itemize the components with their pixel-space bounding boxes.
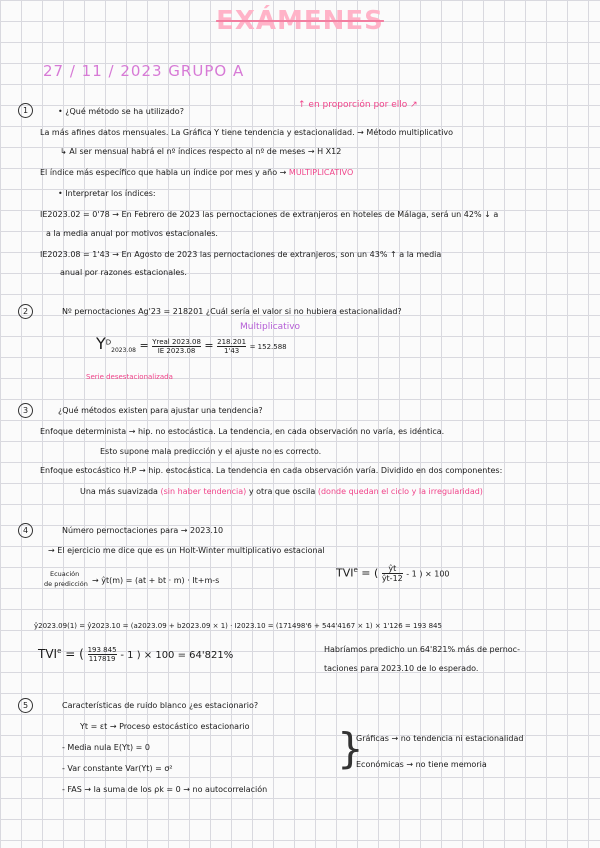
stochastic-components: Una más suavizada (sin haber tendencia) y otra que oscila (donde quedan el ciclo y la irregularidad) xyxy=(80,487,483,496)
question-1-annotation: ↑ en proporción por ello ↗ xyxy=(298,100,418,110)
index-interpretation-aug-cont: anual por razones estacionales. xyxy=(60,268,187,277)
conclusion-line-1: Habríamos predicho un 64'821% más de pernoc- xyxy=(324,645,520,654)
prediction-eq-label-1: Ecuación xyxy=(50,570,80,578)
question-2-title: Nº pernoctaciones Ag'23 = 218201 ¿Cuál sería el valor si no hubiera estacionalidad? xyxy=(62,307,402,316)
white-noise-variance: - Var constante Var(Yt) = σ² xyxy=(62,764,173,773)
question-3-number: 3 xyxy=(18,403,33,418)
question-1-title: • ¿Qué método se ha utilizado? xyxy=(58,107,184,116)
index-interpretation-feb-cont: a la media anual por motivos estacionales. xyxy=(46,229,218,238)
question-4-title: Número pernoctaciones para → 2023.10 xyxy=(62,526,224,535)
white-noise-fas: - FAS → la suma de los ρk = 0 → no autocorrelación xyxy=(62,785,268,794)
white-noise-mean: - Media nula E(Yt) = 0 xyxy=(62,743,151,752)
tvi-formula: $TVI^e$ = ( $\frac{ŷt}{ŷt-12}$ - 1 ) × 100 xyxy=(336,564,450,583)
exam-date: 27 / 11 / 2023 GRUPO A xyxy=(43,62,245,80)
question-5-title: Características de ruido blanco ¿es estacionario? xyxy=(62,701,259,710)
prediction-eq-label-2: de predicción xyxy=(44,580,88,588)
question-1-line-1: La más afines datos mensuales. La Gráfica Y tiene tendencia y estacionalidad. → Método multiplicativo xyxy=(40,128,454,137)
multiplicativo-label: Multiplicativo xyxy=(240,322,301,332)
question-1-line-3: El índice más específico que habla un índice por mes y año → MULTIPLICATIVO xyxy=(40,168,354,177)
deterministic-note: Esto supone mala predicción y el ajuste no es correcto. xyxy=(100,447,322,456)
stationarity-graphs: Gráficas → no tendencia ni estacionalidad xyxy=(356,734,524,743)
page-title: EXÁMENES xyxy=(216,6,384,36)
stochastic-approach: Enfoque estocástico H.P → hip. estocástica. La tendencia en cada observación varía. Dividido en dos componentes: xyxy=(40,466,503,475)
deseasonalized-formula: $Y^D_{2023.08}$ = $\frac{\text{Yreal 2023.08}}{IE 2023.08}$ = $\frac{218.201}{1'43}$ = 152.588 xyxy=(96,334,287,355)
deterministic-approach: Enfoque determinista → hip. no estocástica. La tendencia, en cada observación no varía, es idéntica. xyxy=(40,427,445,436)
stationarity-economics: Económicas → no tiene memoria xyxy=(356,760,487,769)
question-4-number: 4 xyxy=(18,523,33,538)
prediction-calculation: ŷ2023.09(1) = ŷ2023.10 = (a2023.09 + b2023.09 × 1) · I2023.10 = (171498'6 + 544'4167 × 1) × 1'126 = 193 845 xyxy=(34,622,442,630)
deseasonalized-series-label: Serie desestacionalizada xyxy=(86,373,173,381)
conclusion-line-2: taciones para 2023.10 de lo esperado. xyxy=(324,664,479,673)
question-1-line-2: ↳ Al ser mensual habrá el nº índices respecto al nº de meses → H X12 xyxy=(60,147,342,156)
brace-icon: } xyxy=(337,724,364,773)
question-5-number: 5 xyxy=(18,698,33,713)
holt-winters-note: → El ejercicio me dice que es un Holt-Winter multiplicativo estacional xyxy=(48,546,325,555)
question-2-number: 2 xyxy=(18,304,33,319)
white-noise-definition: Yt = εt → Proceso estocástico estacionario xyxy=(80,722,250,731)
interpret-heading: • Interpretar los índices: xyxy=(58,189,156,198)
question-1-number: 1 xyxy=(18,103,33,118)
tvi-calculation: $TVI^e$ = ( $\frac{193 845}{117819}$ - 1 ) × 100 = 64'821% xyxy=(38,646,234,663)
multiplicativo-highlight: MULTIPLICATIVO xyxy=(288,168,354,177)
question-3-title: ¿Qué métodos existen para ajustar una tendencia? xyxy=(58,406,263,415)
index-interpretation-feb: IE2023.02 = 0'78 → En Febrero de 2023 las pernoctaciones de extranjeros en hoteles de Málaga, será un 42% ↓ a xyxy=(40,210,499,219)
prediction-equation: → ŷt(m) = (at + bt · m) · It+m-s xyxy=(92,576,220,585)
index-interpretation-aug: IE2023.08 = 1'43 → En Agosto de 2023 las pernoctaciones de extranjeros, son un 43% ↑ a la media xyxy=(40,250,442,259)
